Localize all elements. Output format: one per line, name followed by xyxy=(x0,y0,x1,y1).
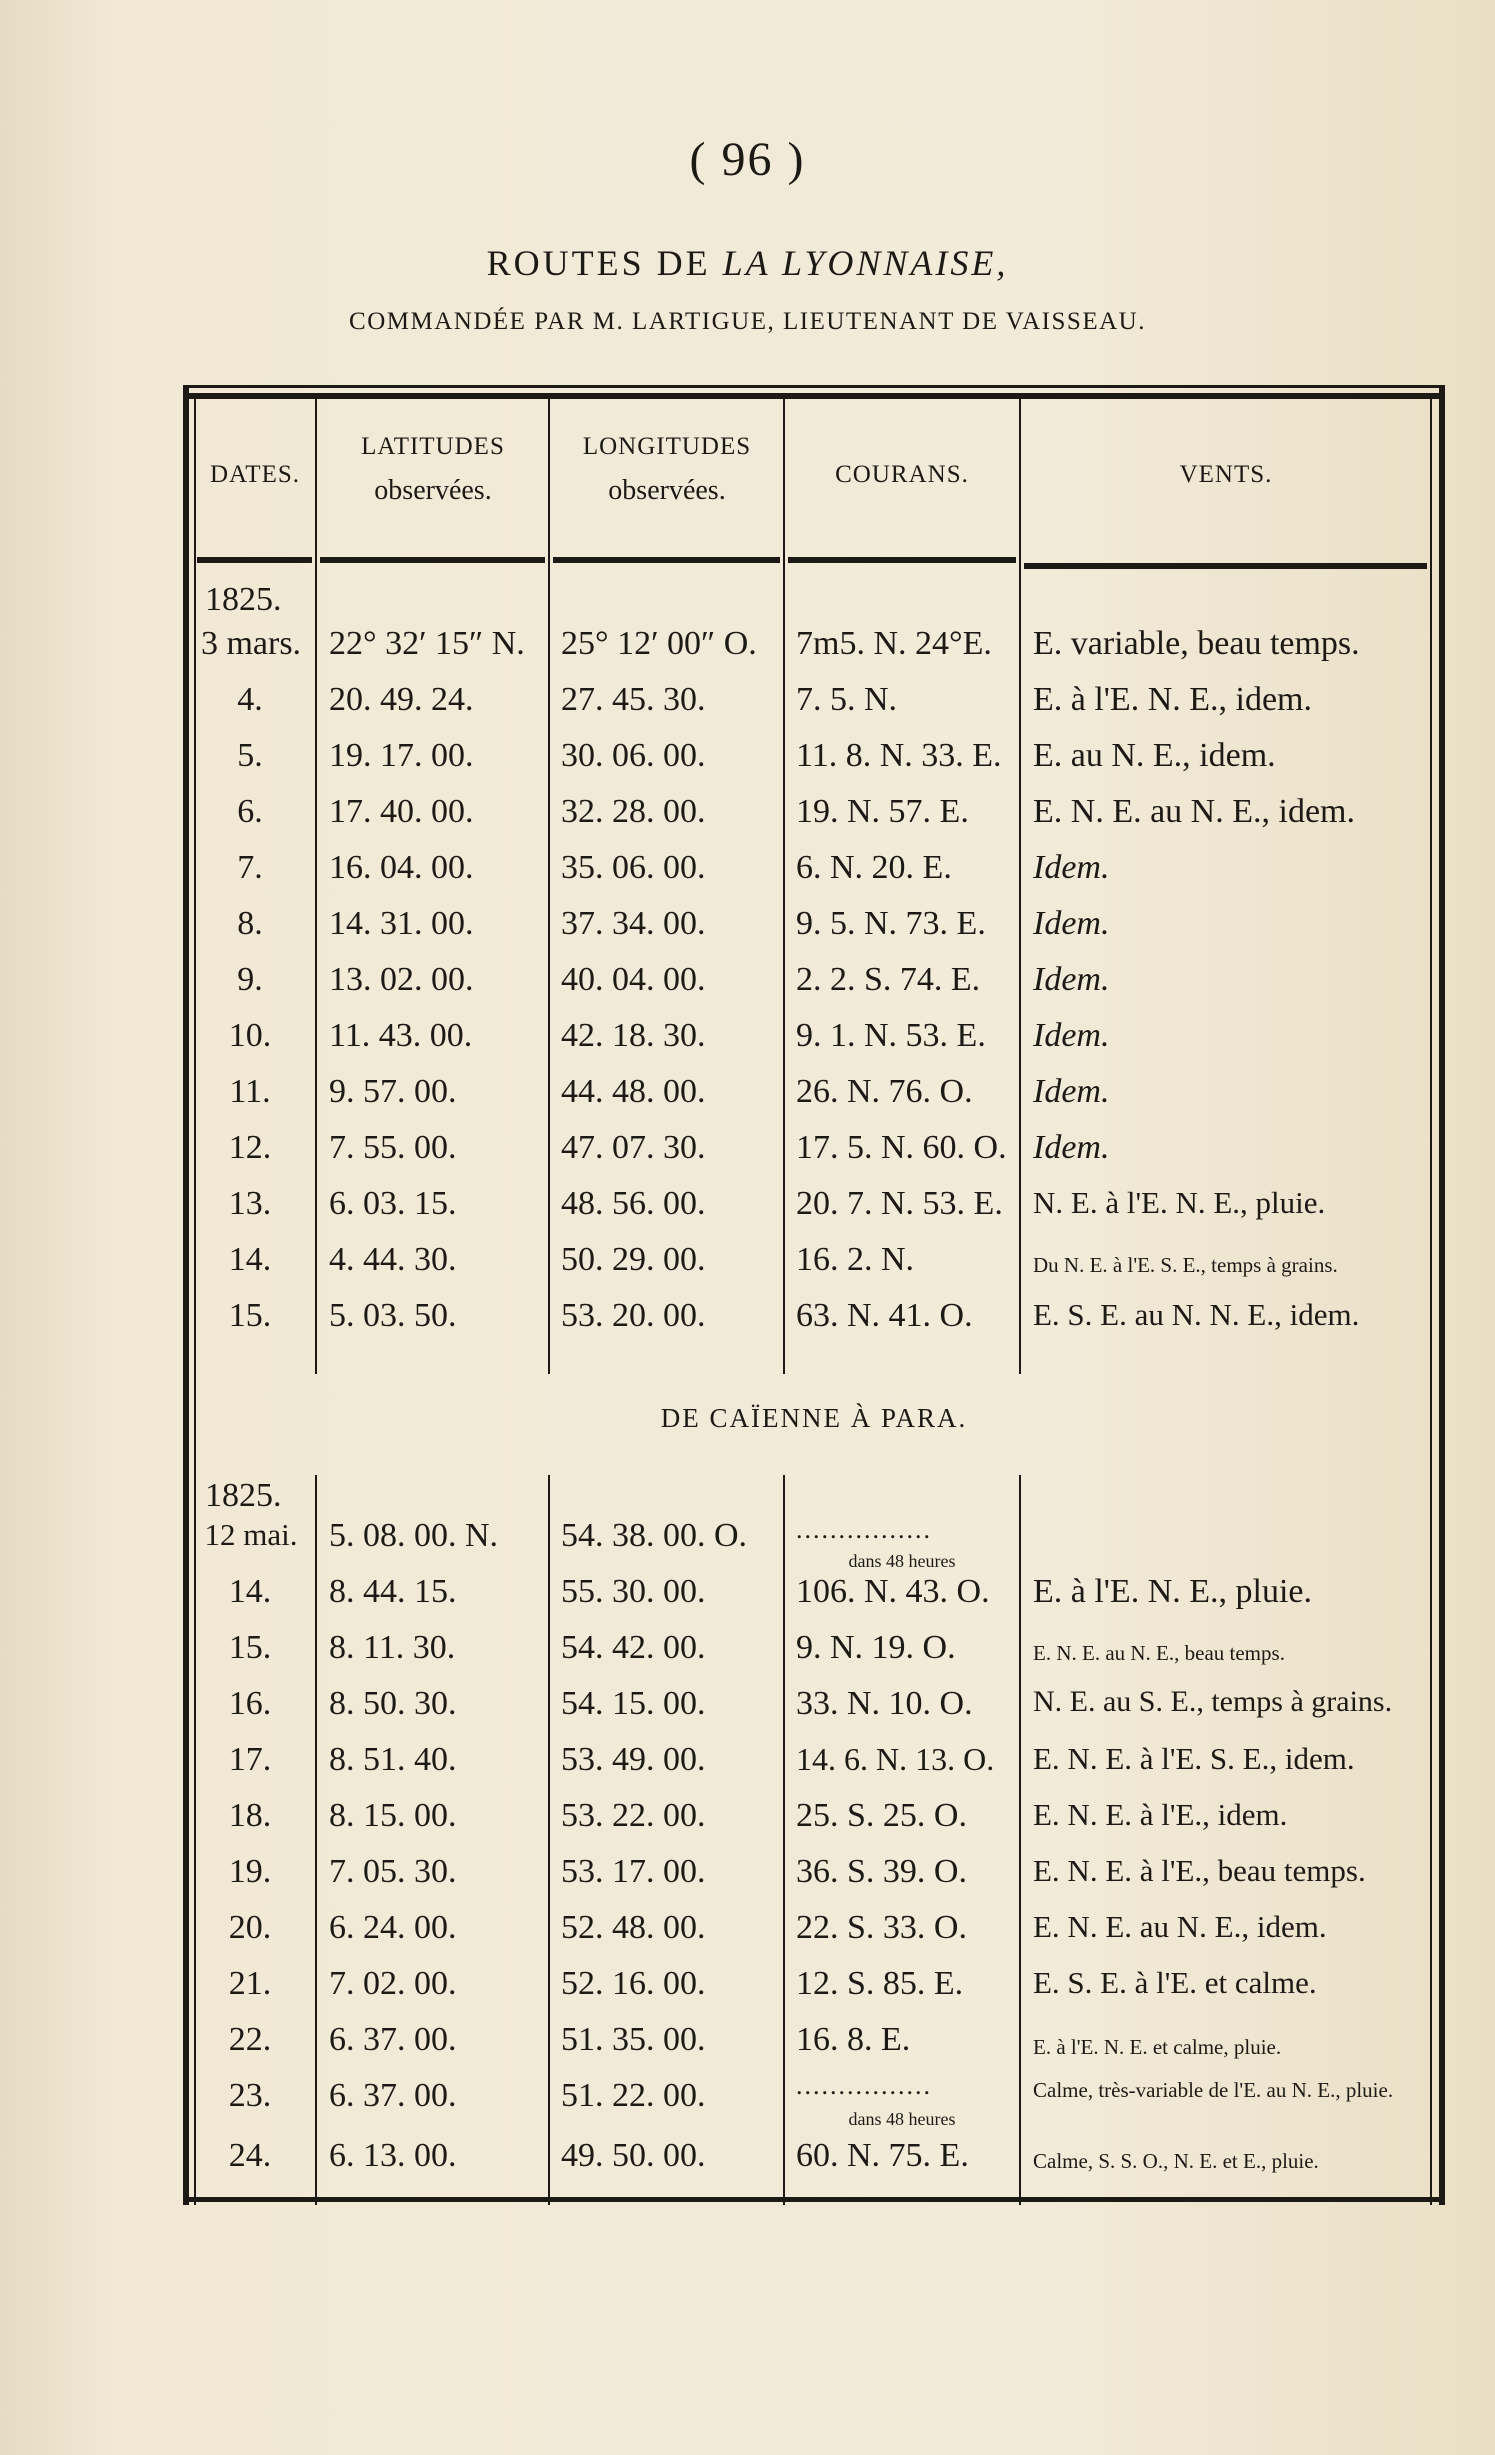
row-courant: 9. 5. N. 73. E. xyxy=(796,905,986,942)
header-rule xyxy=(197,557,312,563)
row-courant: ................ xyxy=(796,1515,932,1544)
header-longitudes xyxy=(551,425,783,513)
row-courant: 36. S. 39. O. xyxy=(796,1853,967,1890)
row-courant: 17. 5. N. 60. O. xyxy=(796,1129,1007,1166)
row-latitude: 9. 57. 00. xyxy=(329,1073,457,1110)
row-courant: 60. N. 75. E. xyxy=(796,2137,969,2174)
title-ship-name: LA LYONNAISE, xyxy=(722,243,1009,283)
row-date: 4. xyxy=(237,681,263,718)
row-latitude: 6. 37. 00. xyxy=(329,2077,457,2114)
row-vent: E. au N. E., idem. xyxy=(1033,737,1276,774)
row-latitude: 6. 24. 00. xyxy=(329,1909,457,1946)
row-longitude: 52. 16. 00. xyxy=(561,1965,706,2002)
row-courant: 9. 1. N. 53. E. xyxy=(796,1017,986,1054)
table-row xyxy=(183,1073,1445,1129)
header-vents: VENTS. xyxy=(1179,461,1273,488)
row-latitude: 5. 08. 00. N. xyxy=(329,1517,499,1554)
row-date: 11. xyxy=(229,1073,271,1110)
table-row xyxy=(183,1573,1445,1629)
section1-year: 1825. xyxy=(205,581,282,618)
row-date: 18. xyxy=(228,1797,272,1834)
row-courant: 106. N. 43. O. xyxy=(796,1573,990,1610)
row-date: 9. xyxy=(237,961,263,998)
row-latitude: 6. 03. 15. xyxy=(329,1185,457,1222)
table-row xyxy=(183,1297,1445,1353)
row-vent: E. S. E. à l'E. et calme. xyxy=(1033,1965,1317,2000)
section-title: DE CAÏENNE À PARA. xyxy=(660,1403,968,1433)
page-subtitle: COMMANDÉE PAR M. LARTIGUE, LIEUTENANT DE VAISSEAU. xyxy=(349,308,1146,335)
row-courant: 16. 2. N. xyxy=(796,1241,915,1278)
table-row xyxy=(183,1909,1445,1965)
header-longitudes-line2: observées. xyxy=(608,475,726,506)
header-courans: COURANS. xyxy=(835,461,969,488)
table-border-bottom xyxy=(183,2197,1445,2202)
row-latitude: 22° 32′ 15″ N. xyxy=(329,625,525,662)
row-vent: E. N. E. à l'E., beau temps. xyxy=(1033,1853,1366,1888)
header-rule xyxy=(1024,563,1427,569)
row-courant: 19. N. 57. E. xyxy=(796,793,969,830)
row-courant: 9. N. 19. O. xyxy=(796,1629,956,1666)
row-latitude: 19. 17. 00. xyxy=(329,737,474,774)
row-date: 7. xyxy=(237,849,263,886)
row-longitude: 53. 22. 00. xyxy=(561,1797,706,1834)
row-latitude: 4. 44. 30. xyxy=(329,1241,457,1278)
header-longitudes-line1: LONGITUDES xyxy=(582,433,752,460)
row-courant: 16. 8. E. xyxy=(796,2021,911,2058)
row-date: 14. xyxy=(228,1241,272,1278)
row-longitude: 54. 38. 00. O. xyxy=(561,1517,748,1554)
row-courant: 20. 7. N. 53. E. xyxy=(796,1185,1003,1222)
row-vent: E. à l'E. N. E. et calme, pluie. xyxy=(1033,2035,1282,2059)
header-rule xyxy=(320,557,545,563)
row-longitude: 52. 48. 00. xyxy=(561,1909,706,1946)
table-row xyxy=(183,1853,1445,1909)
row-longitude: 32. 28. 00. xyxy=(561,793,706,830)
table-row xyxy=(183,1741,1445,1797)
table-row xyxy=(183,793,1445,849)
row-longitude: 55. 30. 00. xyxy=(561,1573,706,1610)
row-vent: Idem. xyxy=(1033,1129,1110,1166)
header-dates: DATES. xyxy=(209,461,301,488)
row-vent: E. S. E. au N. N. E., idem. xyxy=(1033,1297,1360,1332)
table-row xyxy=(183,737,1445,793)
row-courant: 22. S. 33. O. xyxy=(796,1909,967,1946)
row-courant: 2. 2. S. 74. E. xyxy=(796,961,981,998)
row-longitude: 54. 42. 00. xyxy=(561,1629,706,1666)
row-date: 20. xyxy=(228,1909,272,1946)
row-vent: Idem. xyxy=(1033,961,1110,998)
row-date: 10. xyxy=(228,1017,272,1054)
row-courant: 63. N. 41. O. xyxy=(796,1297,973,1334)
row-latitude: 6. 13. 00. xyxy=(329,2137,457,2174)
row-date: 19. xyxy=(228,1853,272,1890)
row-courant: 7. 5. N. xyxy=(796,681,898,718)
row-date: 8. xyxy=(237,905,263,942)
row-date: 5. xyxy=(237,737,263,774)
row-longitude: 51. 35. 00. xyxy=(561,2021,706,2058)
row-longitude: 53. 20. 00. xyxy=(561,1297,706,1334)
row-latitude: 14. 31. 00. xyxy=(329,905,474,942)
header-latitudes-line2: observées. xyxy=(374,475,492,506)
table-row xyxy=(183,1965,1445,2021)
row-courant: 14. 6. N. 13. O. xyxy=(796,1741,995,1777)
row-courant-note: dans 48 heures xyxy=(848,2109,956,2129)
row-courant: 11. 8. N. 33. E. xyxy=(796,737,1002,774)
row-longitude: 54. 15. 00. xyxy=(561,1685,706,1722)
row-vent: Idem. xyxy=(1033,905,1110,942)
row-vent: Du N. E. à l'E. S. E., temps à grains. xyxy=(1033,1253,1338,1277)
table-row xyxy=(183,961,1445,1017)
row-courant: ................ xyxy=(796,2071,932,2100)
row-date: 22. xyxy=(228,2021,272,2058)
row-latitude: 17. 40. 00. xyxy=(329,793,474,830)
table-border-top-thick xyxy=(183,393,1445,399)
row-vent: E. N. E. à l'E. S. E., idem. xyxy=(1033,1741,1355,1776)
row-latitude: 7. 02. 00. xyxy=(329,1965,457,2002)
row-longitude: 27. 45. 30. xyxy=(561,681,706,718)
routes-table xyxy=(183,385,1445,2205)
row-longitude: 53. 17. 00. xyxy=(561,1853,706,1890)
row-longitude: 53. 49. 00. xyxy=(561,1741,706,1778)
table-row xyxy=(183,2071,1445,2137)
row-date: 23. xyxy=(228,2077,272,2114)
row-courant: 33. N. 10. O. xyxy=(796,1685,973,1722)
header-rule xyxy=(788,557,1016,563)
row-longitude: 30. 06. 00. xyxy=(561,737,706,774)
row-longitude: 37. 34. 00. xyxy=(561,905,706,942)
table-row xyxy=(183,1129,1445,1185)
row-date: 15. xyxy=(228,1629,272,1666)
row-vent: E. N. E. au N. E., idem. xyxy=(1033,793,1355,830)
row-longitude: 47. 07. 30. xyxy=(561,1129,706,1166)
table-row xyxy=(183,2137,1445,2193)
row-date: 13. xyxy=(228,1185,272,1222)
row-latitude: 7. 55. 00. xyxy=(329,1129,457,1166)
row-vent: E. N. E. au N. E., beau temps. xyxy=(1033,1641,1285,1665)
row-latitude: 5. 03. 50. xyxy=(329,1297,457,1334)
row-longitude: 42. 18. 30. xyxy=(561,1017,706,1054)
page-number: ( 96 ) xyxy=(689,133,806,186)
row-latitude: 6. 37. 00. xyxy=(329,2021,457,2058)
row-vent: E. N. E. au N. E., idem. xyxy=(1033,1909,1327,1944)
table-row xyxy=(183,1185,1445,1241)
row-date: 17. xyxy=(228,1741,272,1778)
row-courant: 26. N. 76. O. xyxy=(796,1073,973,1110)
row-vent: E. N. E. à l'E., idem. xyxy=(1033,1797,1288,1832)
row-courant: 7m5. N. 24°E. xyxy=(796,625,992,662)
row-date: 16. xyxy=(228,1685,272,1722)
table-row xyxy=(183,1685,1445,1741)
row-courant: 6. N. 20. E. xyxy=(796,849,952,886)
row-date: 12 mai. xyxy=(204,1517,298,1552)
page-title xyxy=(0,242,1495,284)
row-vent: Calme, très-variable de l'E. au N. E., pluie. xyxy=(1033,2078,1394,2102)
row-vent: E. variable, beau temps. xyxy=(1033,625,1360,662)
row-vent: Idem. xyxy=(1033,1073,1110,1110)
header-latitudes-line1: LATITUDES xyxy=(361,433,505,460)
row-vent: Idem. xyxy=(1033,1017,1110,1054)
table-row xyxy=(183,2021,1445,2077)
row-longitude: 49. 50. 00. xyxy=(561,2137,706,2174)
row-date: 24. xyxy=(228,2137,272,2174)
row-vent: Calme, S. S. O., N. E. et E., pluie. xyxy=(1033,2149,1319,2173)
row-date: 6. xyxy=(237,793,263,830)
row-latitude: 13. 02. 00. xyxy=(329,961,474,998)
row-longitude: 50. 29. 00. xyxy=(561,1241,706,1278)
row-latitude: 8. 11. 30. xyxy=(329,1629,456,1666)
table-row xyxy=(183,681,1445,737)
header-latitudes xyxy=(319,425,547,513)
row-latitude: 16. 04. 00. xyxy=(329,849,474,886)
row-date: 21. xyxy=(228,1965,272,2002)
row-longitude: 51. 22. 00. xyxy=(561,2077,706,2114)
row-latitude: 11. 43. 00. xyxy=(329,1017,473,1054)
row-latitude: 8. 15. 00. xyxy=(329,1797,457,1834)
header-rule xyxy=(553,557,780,563)
table-border-top xyxy=(183,385,1445,388)
row-latitude: 8. 44. 15. xyxy=(329,1573,457,1610)
row-vent: N. E. au S. E., temps à grains. xyxy=(1033,1685,1393,1718)
table-row xyxy=(183,1241,1445,1297)
row-courant-note: dans 48 heures xyxy=(848,1551,956,1571)
row-date: 15. xyxy=(228,1297,272,1334)
row-longitude: 35. 06. 00. xyxy=(561,849,706,886)
row-vent: E. à l'E. N. E., pluie. xyxy=(1033,1573,1313,1610)
row-latitude: 20. 49. 24. xyxy=(329,681,474,718)
table-row xyxy=(183,1517,1445,1573)
title-prefix: ROUTES DE xyxy=(486,243,723,283)
row-latitude: 8. 50. 30. xyxy=(329,1685,457,1722)
row-longitude: 25° 12′ 00″ O. xyxy=(561,625,757,662)
row-courant: 12. S. 85. E. xyxy=(796,1965,964,2002)
section2-year: 1825. xyxy=(205,1477,282,1514)
row-longitude: 48. 56. 00. xyxy=(561,1185,706,1222)
row-date: 3 mars. xyxy=(200,625,302,662)
table-row xyxy=(183,1629,1445,1685)
row-latitude: 8. 51. 40. xyxy=(329,1741,457,1778)
row-latitude: 7. 05. 30. xyxy=(329,1853,457,1890)
row-vent: N. E. à l'E. N. E., pluie. xyxy=(1033,1185,1326,1220)
row-date: 14. xyxy=(228,1573,272,1610)
row-vent: Idem. xyxy=(1033,849,1110,886)
row-longitude: 44. 48. 00. xyxy=(561,1073,706,1110)
row-vent: E. à l'E. N. E., idem. xyxy=(1033,681,1313,718)
table-row xyxy=(183,905,1445,961)
row-longitude: 40. 04. 00. xyxy=(561,961,706,998)
table-row xyxy=(183,625,1445,681)
table-row xyxy=(183,1797,1445,1853)
table-row xyxy=(183,1017,1445,1073)
row-courant: 25. S. 25. O. xyxy=(796,1797,967,1834)
table-row xyxy=(183,849,1445,905)
row-date: 12. xyxy=(228,1129,272,1166)
